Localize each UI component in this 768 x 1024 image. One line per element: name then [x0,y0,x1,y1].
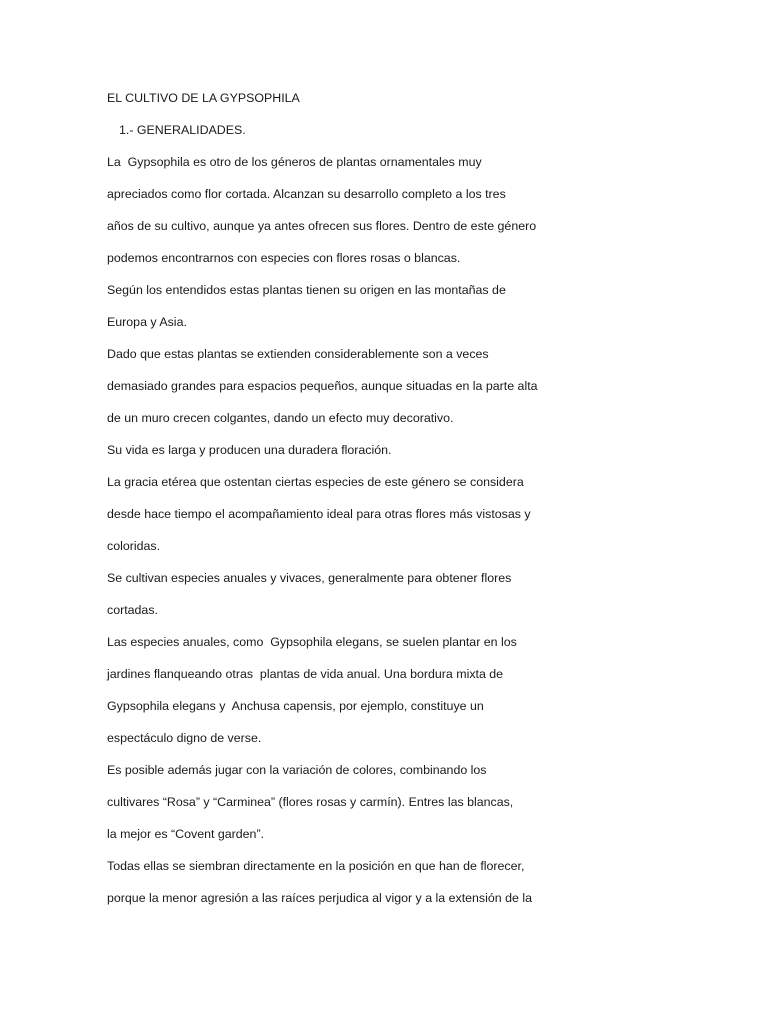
paragraph-line: apreciados como flor cortada. Alcanzan su desarrollo completo a los tres [107,187,506,201]
paragraph-line: demasiado grandes para espacios pequeños, aunque situadas en la parte alta [107,379,538,393]
paragraph-line: coloridas. [107,539,161,553]
paragraph-line: años de su cultivo, aunque ya antes ofrecen sus flores. Dentro de este género [107,219,537,233]
paragraph-line: Europa y Asia. [107,315,187,329]
paragraph-line: porque la menor agresión a las raíces perjudica al vigor y a la extensión de la [107,891,532,905]
paragraph-line: Es posible además jugar con la variación de colores, combinando los [107,763,487,777]
paragraph-line: jardines flanqueando otras plantas de vida anual. Una bordura mixta de [107,667,504,681]
paragraph-line: Según los entendidos estas plantas tienen su origen en las montañas de [107,283,506,297]
paragraph-line: la mejor es “Covent garden”. [107,827,265,841]
paragraph-line: Su vida es larga y producen una duradera floración. [107,443,392,457]
paragraph-line: Todas ellas se siembran directamente en la posición en que han de florecer, [107,859,525,873]
paragraph-line: La gracia etérea que ostentan ciertas especies de este género se considera [107,475,524,489]
paragraph-line: de un muro crecen colgantes, dando un efecto muy decorativo. [107,411,454,425]
paragraph-line: podemos encontrarnos con especies con flores rosas o blancas. [107,251,461,265]
paragraph-line: Las especies anuales, como Gypsophila elegans, se suelen plantar en los [107,635,517,649]
paragraph-line: Se cultivan especies anuales y vivaces, generalmente para obtener flores [107,571,512,585]
section-heading: 1.- GENERALIDADES. [119,123,246,137]
paragraph-line: Dado que estas plantas se extienden considerablemente son a veces [107,347,489,361]
paragraph-line: espectáculo digno de verse. [107,731,262,745]
paragraph-line: cortadas. [107,603,158,617]
paragraph-line: La Gypsophila es otro de los géneros de plantas ornamentales muy [107,155,482,169]
paragraph-line: Gypsophila elegans y Anchusa capensis, por ejemplo, constituye un [107,699,484,713]
paragraph-line: cultivares “Rosa” y “Carminea” (flores rosas y carmín). Entres las blancas, [107,795,514,809]
document-title: EL CULTIVO DE LA GYPSOPHILA [107,91,300,105]
paragraph-line: desde hace tiempo el acompañamiento ideal para otras flores más vistosas y [107,507,531,521]
